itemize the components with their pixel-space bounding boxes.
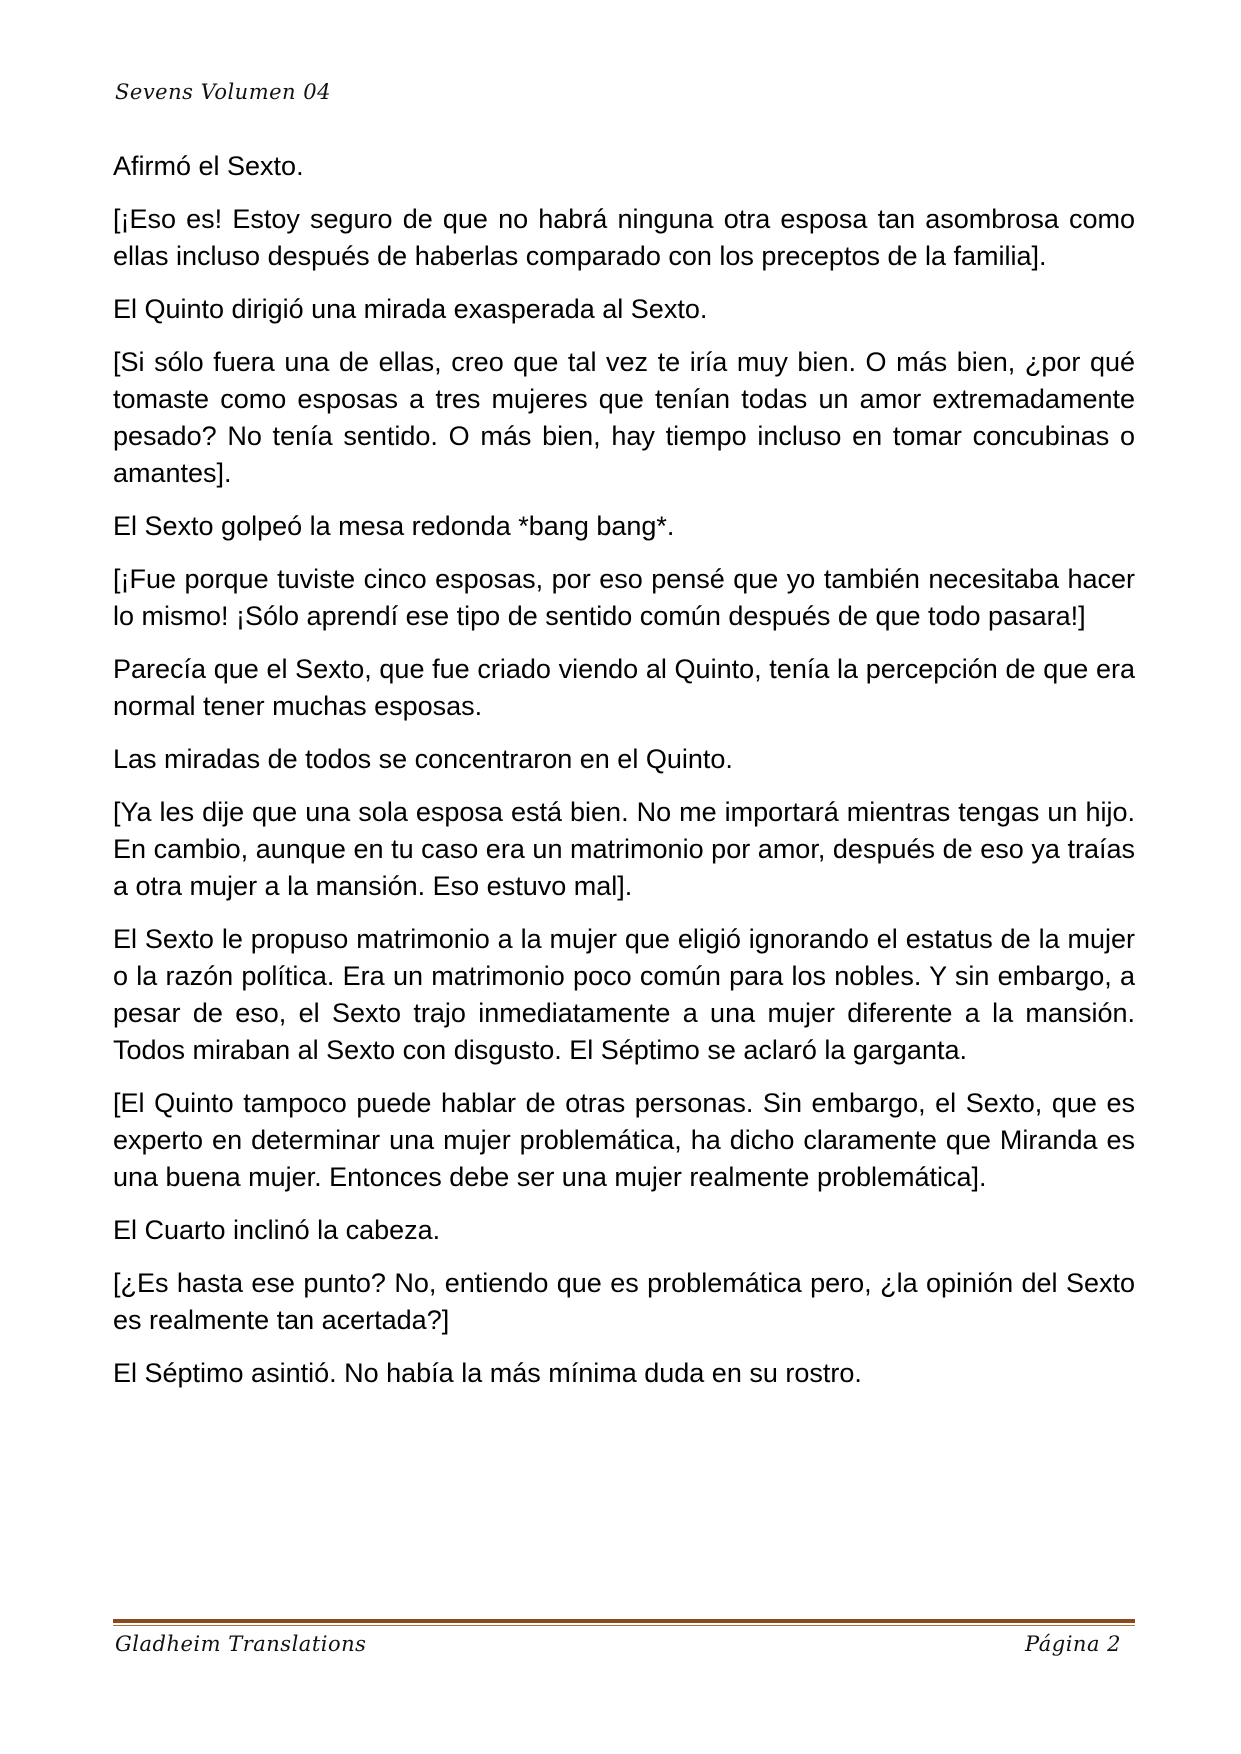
paragraph: [El Quinto tampoco puede hablar de otras personas. Sin embargo, el Sexto, que es experto en determinar una mujer problemática, ha dicho claramente que Miranda es una buena mujer. Entonces debe ser una mujer realmente problemática]. [113,1088,1135,1192]
paragraph: Parecía que el Sexto, que fue criado viendo al Quinto, tenía la percepción de que era normal tener muchas esposas. [113,654,1135,721]
footer-divider-thin [113,1625,1135,1626]
paragraph: Las miradas de todos se concentraron en el Quinto. [113,744,733,774]
paragraph: [¡Fue porque tuviste cinco esposas, por eso pensé que yo también necesitaba hacer lo mismo! ¡Sólo aprendí ese tipo de sentido común después de que todo pasara!] [113,564,1135,631]
paragraph: El Cuarto inclinó la cabeza. [113,1215,441,1245]
paragraph: El Sexto golpeó la mesa redonda *bang bang*. [113,511,675,541]
page-number: Página 2 [1025,1632,1121,1656]
footer-divider [113,1619,1135,1627]
running-header: Sevens Volumen 04 [115,80,331,104]
paragraph: El Sexto le propuso matrimonio a la mujer que eligió ignorando el estatus de la mujer o la razón política. Era un matrimonio poco común para los nobles. Y sin embargo, a pesar de eso, el Sexto trajo inmediatamente a una mujer diferente a la mansión. Todos miraban al Sexto con disgusto. El Séptimo se aclaró la garganta. [113,924,1135,1065]
paragraph: [Ya les dije que una sola esposa está bien. No me importará mientras tengas un hijo. En cambio, aunque en tu caso era un matrimonio por amor, después de eso ya traías a otra mujer a la mansión. Eso estuvo mal]. [113,797,1135,901]
footer-publisher: Gladheim Translations [115,1632,367,1656]
paragraph: Afirmó el Sexto. [113,151,304,181]
paragraph: El Séptimo asintió. No había la más mínima duda en su rostro. [113,1358,862,1388]
paragraph: [Si sólo fuera una de ellas, creo que tal vez te iría muy bien. O más bien, ¿por qué tomaste como esposas a tres mujeres que tenían todas un amor extremadamente pesado? No tenía sentido. O más bien, hay tiempo incluso en tomar concubinas o amantes]. [113,347,1135,488]
page-body [113,148,1135,1408]
paragraph: [¡Eso es! Estoy seguro de que no habrá ninguna otra esposa tan asombrosa como ellas incluso después de haberlas comparado con los preceptos de la familia]. [113,204,1135,271]
footer-divider-thick [113,1619,1135,1623]
paragraph: El Quinto dirigió una mirada exasperada al Sexto. [113,294,708,324]
paragraph: [¿Es hasta ese punto? No, entiendo que es problemática pero, ¿la opinión del Sexto es realmente tan acertada?] [113,1268,1135,1335]
